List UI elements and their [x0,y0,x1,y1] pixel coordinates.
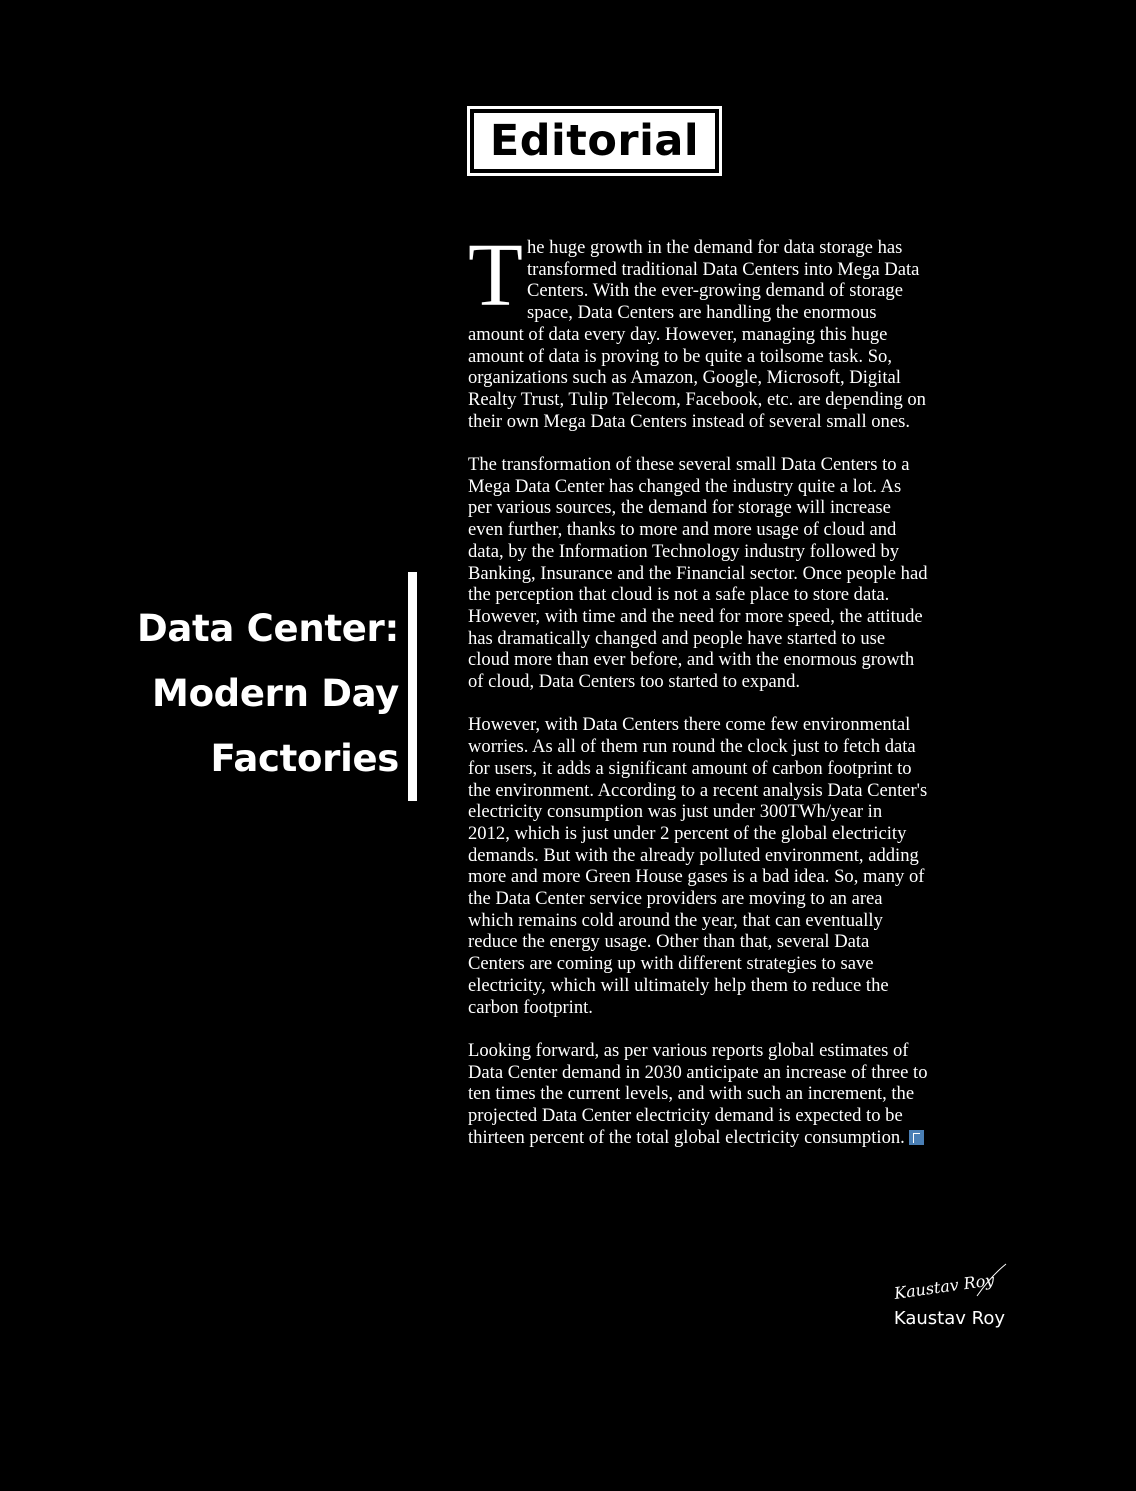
paragraph-1-text: he huge growth in the demand for data storage has transformed traditional Data Centers into Mega Data Centers. With the ever-growing demand of storage space, Data Centers are handling the enormous amount of data every day. However, managing this huge amount of data is proving to be quite a toilsome task. So, organizations such as Amazon, Google, Microsoft, Digital Realty Trust, Tulip Telecom, Facebook, etc. are depending on their own Mega Data Centers instead of several small ones. [468,237,926,432]
signature-script-text: Kaustav Roy [893,1270,996,1303]
headline-line-2: Modern Day [152,672,399,715]
headline-line-1: Data Center: [136,607,399,650]
article-paragraph-3: However, with Data Centers there come few environmental worries. As all of them run round the clock just to fetch data for users, it adds a significant amount of carbon footprint to the environment. According to a recent analysis Data Center's electricity consumption was just under 300TWh/year in 2012, which is just under 2 percent of the global electricity demands. But with the already polluted environment, adding more and more Green House gases is a bad idea. So, many of the Data Center service providers are moving to an area which remains cold around the year, that can eventually reduce the energy usage. Other than that, several Data Centers are coming up with different strategies to save electricity, which will ultimately help them to reduce the carbon footprint. [468,714,928,1018]
article-paragraph-2: The transformation of these several small Data Centers to a Mega Data Center has changed the industry quite a lot. As per various sources, the demand for storage will increase even further, thanks to more and more usage of cloud and data, by the Information Technology industry followed by Banking, Insurance and the Financial sector. Once people had the perception that cloud is not a safe place to store data. However, with time and the need for more speed, the attitude has dramatically changed and people have started to use cloud more than ever before, and with the enormous growth of cloud, Data Centers too started to expand. [468,454,928,693]
editorial-header-box [467,106,722,176]
editorial-header: Editorial [474,113,715,169]
headline-divider-bar [408,572,417,801]
paragraph-4-text: Looking forward, as per various reports global estimates of Data Center demand in 2030 anticipate an increase of three to ten times the current levels, and with such an increment, the projected Data Center electricity demand is expected to be thirteen percent of the total global electricity consumption. [468,1039,928,1148]
end-of-article-icon [909,1130,924,1145]
headline-line-3: Factories [210,737,399,780]
article-paragraph-4 [468,1040,928,1149]
article-paragraph-1 [468,226,928,432]
signer-name: Kaustav Roy [893,1308,1005,1329]
handwritten-signature [893,1262,1009,1306]
headline [137,596,399,791]
article-body [468,226,928,1170]
drop-cap: T [468,226,523,325]
